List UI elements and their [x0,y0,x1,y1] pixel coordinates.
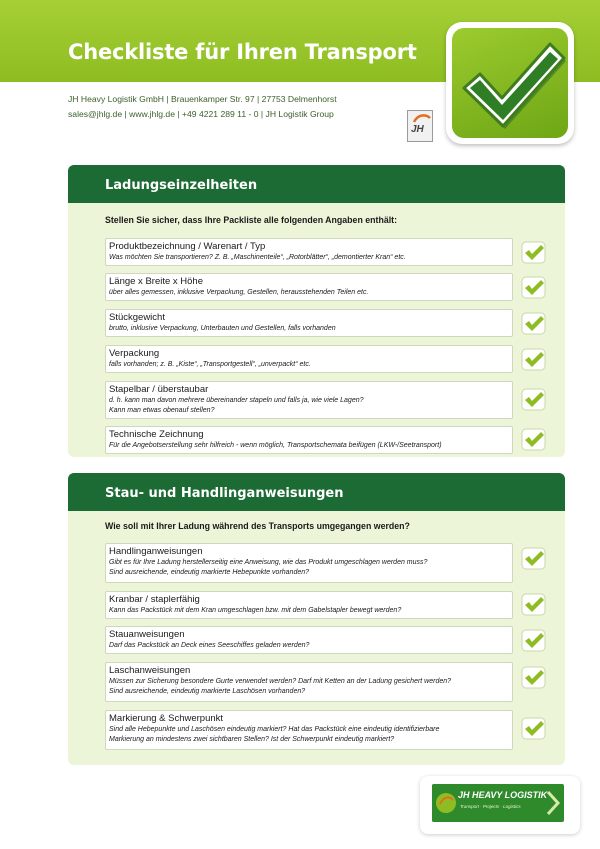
check-box[interactable] [521,348,546,371]
item-title: Verpackung [109,348,160,359]
item-title: Markierung & Schwerpunkt [109,713,224,724]
company-contact: sales@jhlg.de | www.jhlg.de | +49 4221 289 11 - 0 | JH Logistik Group [68,109,334,119]
checklist-item [105,626,513,654]
check-box[interactable] [521,388,546,411]
item-title: Technische Zeichnung [109,429,204,440]
item-description: Gibt es für Ihre Ladung herstellerseitig eine Anweisung, wie das Produkt umgeschlagen werden muss? [109,559,428,566]
item-title: Länge x Breite x Höhe [109,276,204,287]
item-description-line2: Kann man etwas obenauf stellen? [109,407,215,414]
checklist-item [105,309,513,337]
check-icon [521,241,546,264]
check-icon [521,629,546,652]
check-icon [521,348,546,371]
item-description: Sind alle Hebepunkte und Laschösen eindeutig markiert? Hat das Packstück eine eindeutig identifizierbare [109,726,440,733]
checklist-item [105,273,513,301]
section-ladungseinzelheiten [68,165,565,457]
check-box[interactable] [521,241,546,264]
item-title: Laschanweisungen [109,665,191,676]
check-icon [521,666,546,689]
jh-logo [407,110,433,142]
section-intro: Wie soll mit Ihrer Ladung während des Transports umgegangen werden? [105,521,410,531]
item-description: über alles gemessen, inklusive Verpackung, Gestellen, herausstehenden Teilen etc. [109,289,369,296]
item-description-line2: Sind ausreichende, eindeutig markierte Laschösen vorhanden? [109,688,306,695]
item-title: Stauanweisungen [109,629,185,640]
check-box[interactable] [521,717,546,740]
check-box[interactable] [521,547,546,570]
checklist-item [105,426,513,454]
company-address: JH Heavy Logistik GmbH | Brauenkamper Str. 97 | 27753 Delmenhorst [68,94,337,104]
checklist-item [105,345,513,373]
logo-text: JH [411,124,424,135]
item-description: brutto, inklusive Verpackung, Unterbauten und Gestellen, falls vorhanden [109,325,336,332]
checklist-item [105,238,513,266]
check-box[interactable] [521,593,546,616]
check-icon [521,428,546,451]
check-box[interactable] [521,428,546,451]
logo-tagline: Transport · Projects · Logistics [460,804,521,809]
section-title: Ladungseinzelheiten [68,165,565,203]
check-box[interactable] [521,629,546,652]
logo-name: JH HEAVY LOGISTIK [458,790,548,800]
item-description: Müssen zur Sicherung besondere Gurte verwendet werden? Darf mit Ketten an der Ladung gesichert werden? [109,678,452,685]
check-icon [521,388,546,411]
section-title: Stau- und Handlinganweisungen [68,473,565,511]
item-title: Handlinganweisungen [109,546,203,557]
jh-heavy-logistik-logo [432,784,564,822]
item-title: Stückgewicht [109,312,165,323]
item-description-line2: Sind ausreichende, eindeutig markierte Hebepunkte vorhanden? [109,569,310,576]
footer-logo-box [420,776,580,834]
check-icon [521,312,546,335]
section-intro: Stellen Sie sicher, dass Ihre Packliste alle folgenden Angaben enthält: [105,215,398,225]
checklist-item [105,591,513,619]
page-title: Checkliste für Ihren Transport [68,40,417,64]
checkmark-icon [446,22,574,144]
checklist-item [105,381,513,419]
checklist-item [105,543,513,583]
item-description: Darf das Packstück an Deck eines Seeschiffes geladen werden? [109,642,310,649]
item-description: Für die Angebotserstellung sehr hilfreich - wenn möglich, Transportschemata beifügen (LKW-/Seetransport) [109,442,442,449]
check-icon [521,276,546,299]
check-icon [521,717,546,740]
item-title: Produktbezeichnung / Warenart / Typ [109,241,266,252]
check-box[interactable] [521,276,546,299]
item-title: Kranbar / staplerfähig [109,594,200,605]
section-stau-handling [68,473,565,765]
big-checkmark-badge [446,22,574,144]
checklist-item [105,710,513,750]
item-description: Kann das Packstück mit dem Kran umgeschlagen bzw. mit dem Gabelstapler bewegt werden? [109,607,402,614]
check-icon [521,547,546,570]
item-description: d. h. kann man davon mehrere übereinander stapeln und falls ja, wie viele Lagen? [109,397,364,404]
check-box[interactable] [521,312,546,335]
item-description: Was möchten Sie transportieren? Z. B. „Maschinenteile“, „Rotorblätter“, „demontierter Kran“ etc. [109,254,406,261]
item-title: Stapelbar / überstaubar [109,384,209,395]
item-description-line2: Markierung an mindestens zwei sichtbaren Stellen? Ist der Schwerpunkt eindeutig markiert? [109,736,395,743]
item-description: falls vorhanden; z. B. „Kiste“, „Transportgestell“, „unverpackt“ etc. [109,361,311,368]
company-info [68,92,337,122]
checklist-item [105,662,513,702]
check-icon [521,593,546,616]
check-box[interactable] [521,666,546,689]
